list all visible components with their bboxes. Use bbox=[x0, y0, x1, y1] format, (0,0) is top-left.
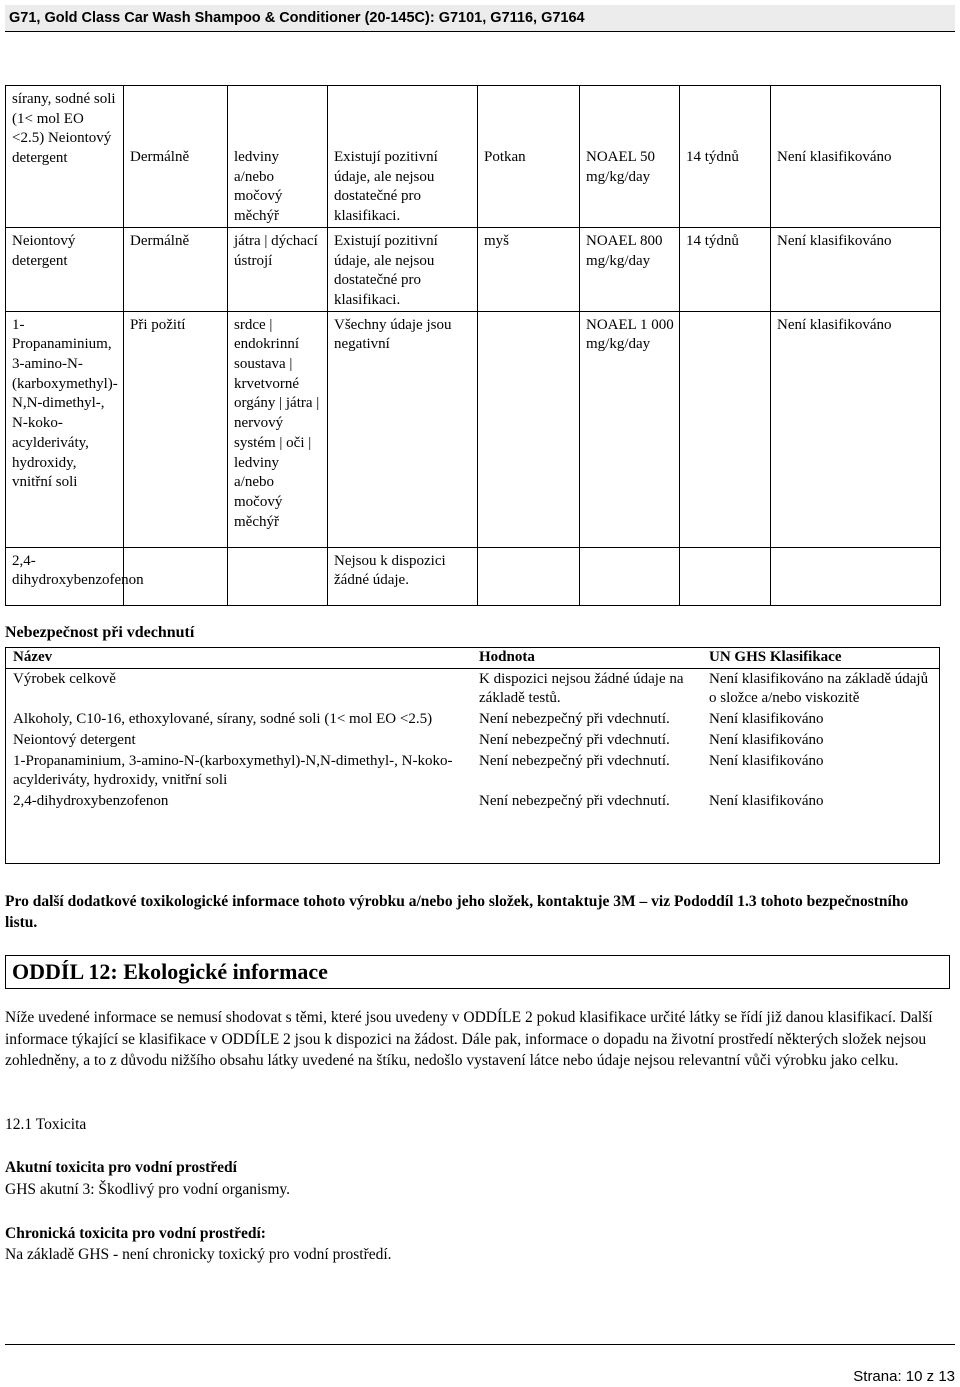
inh-classification: Není klasifikováno bbox=[709, 711, 824, 728]
section-heading: ODDÍL 12: Ekologické informace bbox=[5, 955, 950, 989]
tox-route: Dermálně bbox=[124, 86, 228, 228]
tox-organ: játra | dýchací ústrojí bbox=[228, 227, 328, 311]
table-row bbox=[5, 668, 940, 709]
more-info-note: Pro další dodatkové toxikologické informace tohoto výrobku a/nebo jeho složek, kontaktuje 3M – viz Pododdíl 1.3 tohoto bezpečnostního listu. bbox=[5, 893, 909, 931]
table-row bbox=[6, 311, 941, 547]
tox-value: Všechny údaje jsou negativní bbox=[328, 311, 478, 547]
tox-route: Při požití bbox=[124, 311, 228, 547]
document-header bbox=[5, 5, 955, 31]
tox-name: Neiontový detergent bbox=[6, 227, 124, 311]
inh-classification: Není klasifikováno bbox=[709, 752, 824, 769]
tox-classification: Není klasifikováno bbox=[771, 227, 941, 311]
column-header: UN GHS Klasifikace bbox=[701, 647, 940, 668]
tox-species: Potkan bbox=[478, 86, 580, 228]
inh-classification: Není klasifikováno na základě údajů o složce a/nebo viskozitě bbox=[701, 668, 940, 709]
subsection-title: 12.1 Toxicita bbox=[5, 1116, 87, 1133]
footer-divider bbox=[5, 1344, 955, 1345]
tox-duration: 14 týdnů bbox=[680, 227, 771, 311]
inhalation-table bbox=[5, 647, 940, 812]
tox-species: myš bbox=[478, 227, 580, 311]
acute-title: Akutní toxicita pro vodní prostředí bbox=[5, 1159, 237, 1176]
tox-route: Dermálně bbox=[124, 227, 228, 311]
tox-value: Existují pozitivní údaje, ale nejsou dostatečné pro klasifikaci. bbox=[328, 227, 478, 311]
column-header: Hodnota bbox=[471, 647, 701, 668]
inh-value: K dispozici nejsou žádné údaje na základě testů. bbox=[471, 668, 701, 709]
tox-classification: Není klasifikováno bbox=[771, 86, 941, 228]
tox-organ: srdce | endokrinní soustava | krvetvorné orgány | játra | nervový systém | oči | ledviny a/nebo močový měchýř bbox=[228, 311, 328, 547]
tox-value: Existují pozitivní údaje, ale nejsou dostatečné pro klasifikaci. bbox=[328, 86, 478, 228]
tox-result: NOAEL 50 mg/kg/day bbox=[580, 86, 680, 228]
chronic-title: Chronická toxicita pro vodní prostředí: bbox=[5, 1225, 266, 1242]
tox-value: Nejsou k dispozici žádné údaje. bbox=[328, 547, 478, 605]
column-header: Název bbox=[5, 647, 471, 668]
chronic-text: Na základě GHS - není chronicky toxický pro vodní prostředí. bbox=[5, 1246, 392, 1263]
table-row bbox=[6, 547, 941, 605]
tox-result: NOAEL 1 000 mg/kg/day bbox=[580, 311, 680, 547]
table-row bbox=[6, 86, 941, 228]
inh-classification: Není klasifikováno bbox=[709, 792, 824, 809]
table-row bbox=[5, 791, 940, 812]
tox-classification: Není klasifikováno bbox=[771, 311, 941, 547]
tox-result: NOAEL 800 mg/kg/day bbox=[580, 227, 680, 311]
inh-name: Výrobek celkově bbox=[5, 668, 471, 709]
tox-classification bbox=[771, 547, 941, 605]
tox-result bbox=[580, 547, 680, 605]
inh-name: 2,4-dihydroxybenzofenon bbox=[13, 792, 169, 809]
acute-text: GHS akutní 3: Škodlivý pro vodní organismy. bbox=[5, 1181, 291, 1198]
document-title: G71, Gold Class Car Wash Shampoo & Conditioner (20-145C): G7101, G7116, G7164 bbox=[9, 10, 585, 26]
tox-duration bbox=[680, 547, 771, 605]
inh-value: Není nebezpečný při vdechnutí. bbox=[479, 752, 670, 769]
inh-name: 1-Propanaminium, 3-amino-N-(karboxymethyl)-N,N-dimethyl-, N-koko-acylderiváty, hydroxidy, vnitřní soli bbox=[13, 752, 453, 789]
table-row bbox=[5, 751, 940, 791]
inh-name: Neiontový detergent bbox=[13, 731, 136, 748]
inh-classification: Není klasifikováno bbox=[709, 731, 824, 748]
inh-value: Není nebezpečný při vdechnutí. bbox=[479, 792, 670, 809]
table-header-row bbox=[5, 647, 940, 668]
header-divider bbox=[5, 31, 955, 32]
tox-organ bbox=[228, 547, 328, 605]
table-row bbox=[5, 709, 940, 730]
inh-value: Není nebezpečný při vdechnutí. bbox=[479, 731, 670, 748]
table-row bbox=[6, 227, 941, 311]
table-row bbox=[5, 730, 940, 751]
tox-name: 1-Propanaminium, 3-amino-N-(karboxymethyl)-N,N-dimethyl-, N-koko-acylderiváty, hydroxidy, vnitřní soli bbox=[6, 311, 124, 547]
tox-organ: ledviny a/nebo močový měchýř bbox=[228, 86, 328, 228]
organ-toxicity-table bbox=[5, 85, 941, 606]
tox-name: sírany, sodné soli (1< mol EO <2.5) Neiontový detergent bbox=[6, 86, 124, 228]
page-number: Strana: 10 z 13 bbox=[853, 1368, 955, 1385]
tox-duration bbox=[680, 311, 771, 547]
inh-name: Alkoholy, C10-16, ethoxylované, sírany, sodné soli (1< mol EO <2.5) bbox=[13, 711, 433, 728]
tox-duration: 14 týdnů bbox=[680, 86, 771, 228]
inhalation-title: Nebezpečnost při vdechnutí bbox=[5, 624, 195, 641]
inh-value: Není nebezpečný při vdechnutí. bbox=[479, 711, 670, 728]
tox-species bbox=[478, 547, 580, 605]
section-intro: Níže uvedené informace se nemusí shodovat s těmi, které jsou uvedeny v ODDÍLE 2 pokud klasifikace určité látky se řídí již danou klasifikací. Další informace týkající se klasifikace v ODDÍLE 2 jsou k dispozici na žádost. Dále pak, informace o dopadu na životní prostředí některých složek nejsou zohledněny, a to z důvodu nižšího obsahu látky uvedené na štíku, nedošlo vystavení látce nebo údaje nejsou relevantní vůči výrobku jako celku. bbox=[5, 1009, 933, 1069]
tox-species bbox=[478, 311, 580, 547]
tox-name: 2,4-dihydroxybenzofenon bbox=[6, 547, 124, 605]
